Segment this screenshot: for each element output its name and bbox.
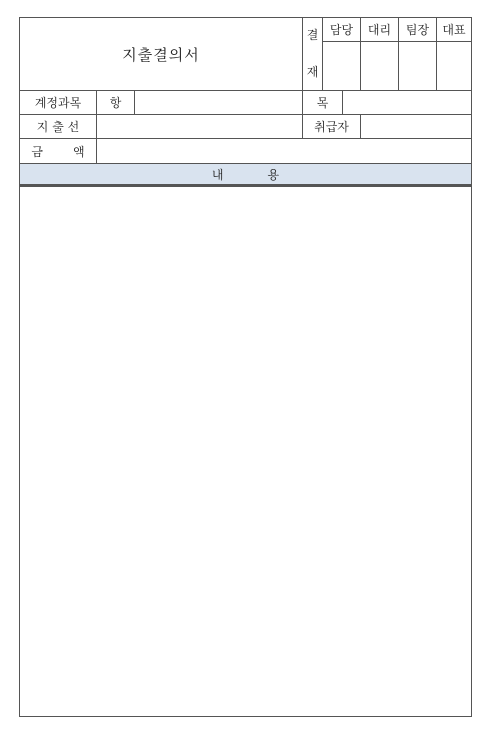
signature-box-team-leader[interactable] — [398, 42, 436, 90]
hang-label: 항 — [96, 90, 134, 114]
content-header — [20, 163, 471, 187]
account-label: 계정과목 — [20, 90, 96, 114]
content-header-2: 용 — [267, 167, 280, 182]
approval-label-bottom: 재 — [306, 65, 319, 79]
approval-role-assistant-manager: 대리 — [360, 18, 398, 42]
signature-box-assistant-manager[interactable] — [360, 42, 398, 90]
amount-label — [20, 138, 96, 163]
approval-role-ceo: 대표 — [436, 18, 471, 42]
handler-field[interactable] — [360, 114, 471, 138]
mok-field[interactable] — [342, 90, 471, 114]
approval-role-team-leader: 팀장 — [398, 18, 436, 42]
approval-label — [302, 18, 322, 90]
mok-label: 목 — [302, 90, 342, 114]
content-body[interactable] — [20, 187, 471, 716]
hang-field[interactable] — [134, 90, 302, 114]
expense-form — [19, 17, 472, 717]
amount-label-1: 금 — [31, 144, 43, 159]
signature-box-ceo[interactable] — [436, 42, 471, 90]
amount-label-2: 액 — [73, 144, 85, 159]
form-title: 지출결의서 — [122, 45, 200, 64]
approval-label-top: 결 — [306, 28, 319, 42]
payee-label: 지 출 선 — [20, 114, 96, 138]
content-header-1: 내 — [211, 167, 224, 182]
payee-field[interactable] — [96, 114, 302, 138]
handler-label: 취급자 — [302, 114, 360, 138]
amount-field[interactable] — [96, 138, 471, 163]
signature-box-staff[interactable] — [322, 42, 360, 90]
approval-role-staff: 담당 — [322, 18, 360, 42]
